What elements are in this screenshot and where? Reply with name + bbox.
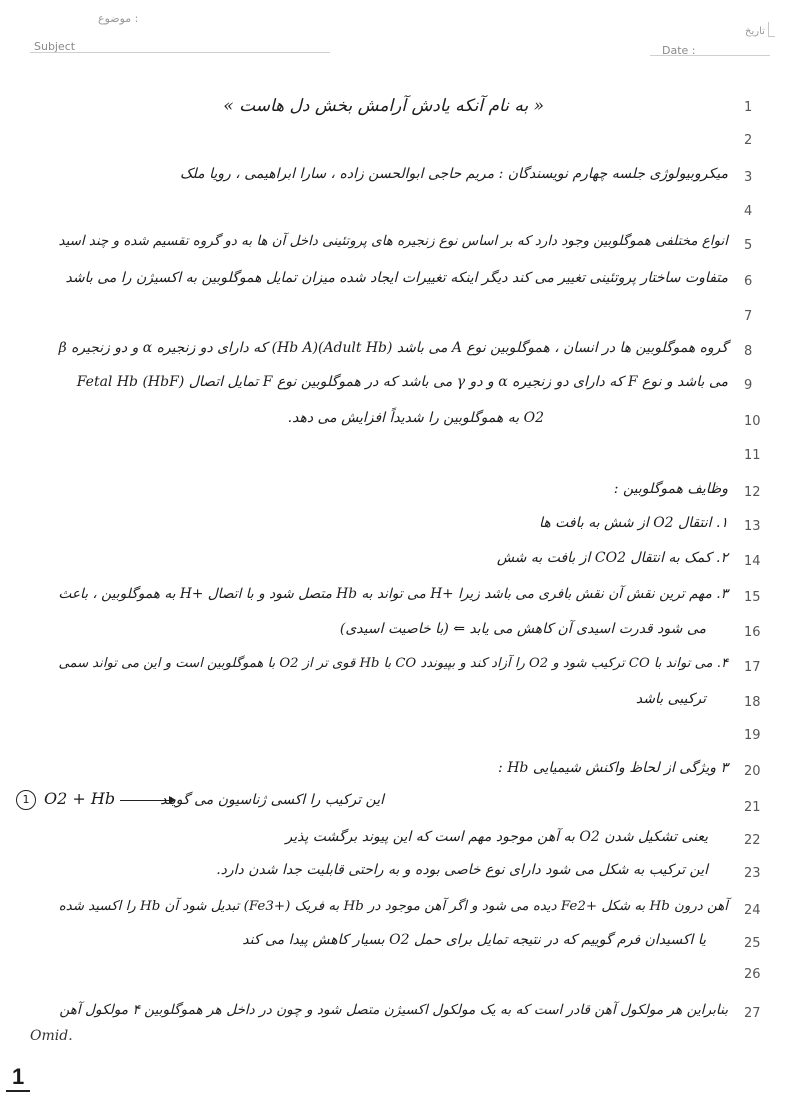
line-6 [0, 270, 794, 290]
page-number-underline [6, 1090, 30, 1092]
line-number: 25 [744, 936, 761, 951]
line-number: 21 [744, 800, 761, 815]
text-line: می باشد و نوع F که دارای دو زنجیره α و دو γ می باشد که در هموگلوبین نوع F تمایل اتصال Fetal Hb (HbF) [76, 374, 728, 390]
line-3 [0, 166, 794, 186]
line-8 [0, 340, 794, 360]
line-5 [0, 234, 794, 254]
corner-mark [768, 22, 775, 37]
line-number: 18 [744, 695, 761, 710]
list-item: ۲. کمک به انتقال CO2 از بافت به شش [496, 550, 728, 566]
line-number: 23 [744, 866, 761, 881]
line-27 [0, 1002, 794, 1022]
line-10 [0, 410, 794, 430]
text-line: متفاوت ساختار پروتئینی تغییر می کند دیگر اینکه تغییرات ایجاد شده میزان تمایل هموگلوبین به اکسیژن را می باشد [65, 270, 728, 286]
session-authors: میکروبیولوژی جلسه چهارم نویسندگان : مریم حاجی ابوالحسن زاده ، سارا ابراهیمی ، رویا ملک [180, 166, 728, 182]
line-number: 9 [744, 378, 753, 393]
text-line: می شود قدرت اسیدی آن کاهش می یابد ⇐ (با خاصیت اسیدی) [339, 621, 706, 637]
reaction-formula: O2 + Hb [44, 789, 116, 808]
text-line: ترکیبی باشد [635, 691, 706, 707]
line-18 [0, 691, 794, 711]
line-16 [0, 621, 794, 641]
date-label-fa: تاریخ [745, 26, 765, 37]
section-heading: وظایف هموگلوبین : [613, 481, 728, 497]
text-line: O2 به هموگلوبین را شدیداً افزایش می دهد. [287, 410, 544, 426]
line-17 [0, 656, 794, 676]
line-number: 6 [744, 274, 753, 289]
line-number: 22 [744, 833, 761, 848]
line-12 [0, 481, 794, 501]
line-number: 3 [744, 170, 753, 185]
line-15 [0, 586, 794, 606]
line-14 [0, 550, 794, 570]
list-item: ۴. می تواند با CO ترکیب شود و O2 را آزاد کند و بپیوندد CO با Hb قوی تر از O2 با هموگلوبین است و این می تواند سمی [58, 656, 728, 671]
line-2 [0, 131, 794, 151]
line-number: 5 [744, 238, 753, 253]
line-4 [0, 202, 794, 222]
line-number: 15 [744, 590, 761, 605]
line-9 [0, 374, 794, 394]
list-item: ۳. مهم ترین نقش آن نقش بافری می باشد زیرا +H می تواند به Hb متصل شود و با اتصال +H به هموگلوبین ، باعث [58, 586, 728, 602]
line-20 [0, 760, 794, 780]
line-number: 14 [744, 554, 761, 569]
line-number: 13 [744, 519, 761, 534]
section-heading: ۳ ویژگی از لحاظ واکنش شیمیایی Hb : [498, 760, 728, 776]
line-number: 24 [744, 903, 761, 918]
line-number: 20 [744, 764, 761, 779]
basmala-title: « به نام آنکه یادش آرامش بخش دل هاست » [223, 96, 544, 116]
page-number: 1 [12, 1064, 25, 1089]
reaction-arrow-icon [120, 800, 174, 801]
date-rule [650, 55, 770, 56]
text-line: بنابراین هر مولکول آهن قادر است که به یک مولکول اکسیژن متصل شود و چون در داخل هر هموگلوبین ۴ مولکول آهن [59, 1002, 728, 1018]
line-number: 17 [744, 660, 761, 675]
line-number: 16 [744, 625, 761, 640]
date-label-en: Date : [662, 44, 696, 57]
text-line: آهن درون Hb به شکل +Fe2 دیده می شود و اگر آهن موجود در Hb به فریک (+Fe3) تبدیل شود آن Hb را اکسید شده [58, 899, 728, 914]
line-number: 12 [744, 485, 761, 500]
text-line: یعنی تشکیل شدن O2 به آهن موجود مهم است که این پیوند برگشت پذیر [285, 829, 708, 845]
line-number: 26 [744, 967, 761, 982]
line-number: 27 [744, 1006, 761, 1021]
text-line: گروه هموگلوبین ها در انسان ، هموگلوبین نوع A می باشد (Adult Hb)(Hb A) که دارای دو زنجیره α و دو زنجیره β [58, 340, 728, 356]
text-line: انواع مختلفی هموگلوبین وجود دارد که بر اساس نوع زنجیره های پروتئینی داخل آن ها به دو گروه تقسیم شده و چند اسید [58, 234, 728, 249]
list-item: ۱. انتقال O2 از شش به بافت ها [539, 515, 728, 531]
line-19 [0, 726, 794, 746]
text-line: یا اکسیدان فرم گوییم که در نتیجه تمایل برای حمل O2 بسیار کاهش پیدا می کند [242, 932, 706, 948]
line-22 [0, 829, 794, 849]
reaction-number-circle: 1 [16, 790, 36, 810]
line-24 [0, 899, 794, 919]
line-number: 1 [744, 100, 753, 115]
line-number: 11 [744, 448, 761, 463]
notebook-header [0, 0, 794, 60]
line-26 [0, 965, 794, 985]
line-25 [0, 932, 794, 952]
line-21 [0, 792, 794, 816]
line-number: 19 [744, 728, 761, 743]
subject-rule [30, 52, 330, 53]
line-23 [0, 862, 794, 882]
line-number: 7 [744, 309, 753, 324]
text-line: این ترکیب به شکل می شود دارای نوع خاصی بوده و به راحتی قابلیت جدا شدن دارد. [216, 862, 708, 878]
author-signature: Omid. [30, 1028, 73, 1044]
line-1 [0, 96, 794, 116]
line-13 [0, 515, 794, 535]
line-7 [0, 307, 794, 327]
line-number: 4 [744, 204, 753, 219]
subject-label-fa: موضوع : [98, 12, 139, 25]
line-number: 2 [744, 133, 753, 148]
line-number: 10 [744, 414, 761, 429]
line-number: 8 [744, 344, 753, 359]
line-11 [0, 446, 794, 466]
subject-label-en: Subject [34, 40, 76, 53]
text-line: این ترکیب را اکسی ژناسیون می گویند [160, 792, 384, 808]
